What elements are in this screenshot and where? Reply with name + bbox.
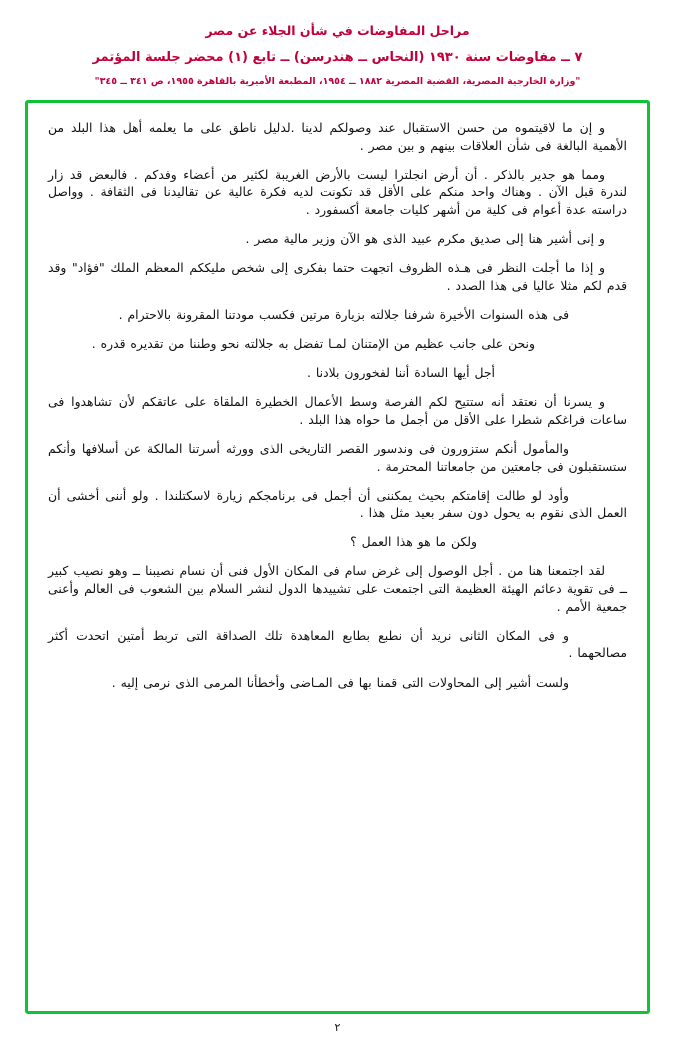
page-subtitle: ٧ ــ مفاوضات سنة ١٩٣٠ (النحاس ــ هندرسن) ــ تابع (١) محضر جلسة المؤتمر <box>92 49 583 65</box>
paragraph: والمأمول أنكم ستزورون فى وندسور القصر التاريخى الذى وورثه أسرتنا المالكة عن أسلافها وأنكم ستستقبلون فى جامعتين من جامعاتنا المحترمة . <box>48 440 627 474</box>
page-number: ٢ <box>334 1021 341 1034</box>
paragraph: لقد اجتمعنا هنا من . أجل الوصول إلى غرض سام فى المكان الأول فنى أن نسام نصيبنا ــ وهو نصيب كبير ــ فى تقوية دعائم الهيئة العظيمة التى اجتمعت على تشييدها الدول لنشر السلام بين الشعوب فى العالم وأعنى جمعية الأمم . <box>48 563 627 614</box>
paragraph: و فى المكان الثانى نريد أن نطبع بطابع المعاهدة تلك الصداقة التى تربط أمتين اتحدت أكثر مصالحهما . <box>48 627 627 661</box>
paragraph: و إنى أشير هنا إلى صديق مكرم عبيد الذى هو الآن وزير مالية مصر . <box>245 231 605 247</box>
document-header <box>18 16 657 88</box>
paragraph: و يسرنا أن نعتقد أنه ستتيح لكم الفرصة وسط الأعمال الخطيرة الملقاة على عاتقكم لأن تشاهدوا فى ساعات فراغكم شطرا على الأقل من أجمل ما حواه هذا البلد . <box>48 394 627 427</box>
paragraph: و إن ما لاقيتموه من حسن الاستقبال عند وصولكم لدينا .لدليل ناطق على ما يعلمه أهل هذا البلد من الأهمية البالغة فى شأن العلاقات بينهم و بين مصر . <box>48 119 627 153</box>
paragraph: و إذا ما أجلت النظر فى هـذه الظروف اتجهت حتما بفكرى إلى شخص مليككم المعظم الملك "فؤاد" وقد قدم لكم مثلا عاليا فى هذا الصدد . <box>48 260 627 293</box>
page-footer <box>18 1014 657 1034</box>
page-title: مراحل المفاوضات في شأن الجلاء عن مصر <box>205 23 470 38</box>
page-source-citation: "وزارة الخارجية المصرية، القضية المصرية ١٨٨٢ ــ ١٩٥٤، المطبعة الأميرية بالقاهرة ١٩٥٥، ص ٣٤١ ــ ٣٤٥" <box>94 75 581 87</box>
paragraph: أجل أيها السادة أننا لفخورون بلادنا . <box>307 365 495 381</box>
paragraph: ومما هو جدير بالذكر . أن أرض انجلترا ليست بالأرض الغريبة لكثير من أعضاء وفدكم . فالبعض قد زار لندرة قبل الآن . وهناك واحد منكم على الأقل قد تكونت لديه فكرة عالية عن تقاليدنا فى الثقافة . وواصل دراسته عدة أعوام فى كلية من أشهر كليات جامعة أكسفورد . <box>48 166 627 217</box>
paragraph: فى هذه السنوات الأخيرة شرفنا جلالته بزيارة مرتين فكسب مودتنا المقرونة بالاحترام . <box>118 306 569 322</box>
bordered-content-frame <box>25 100 650 1014</box>
paragraph: وأود لو طالت إقامتكم بحيث يمكننى أن أجمل فى برنامجكم زيارة لاسكتلندا . ولو أننى أخشى أن العمل الذى نقوم به يحول دون سفر بعيد مثل هذا . <box>48 487 627 521</box>
document-body <box>48 119 627 691</box>
paragraph: ونحن على جانب عظيم من الإمتنان لمـا تفضل به جلالته نحو وطننا من تقديره قدره . <box>91 335 535 351</box>
paragraph: ولست أشير إلى المحاولات التى قمنا بها فى المـاضى وأخطأنا المرمى الذى نرمى إليه . <box>111 674 569 690</box>
paragraph-question: ولكن ما هو هذا العمل ؟ <box>350 534 477 550</box>
